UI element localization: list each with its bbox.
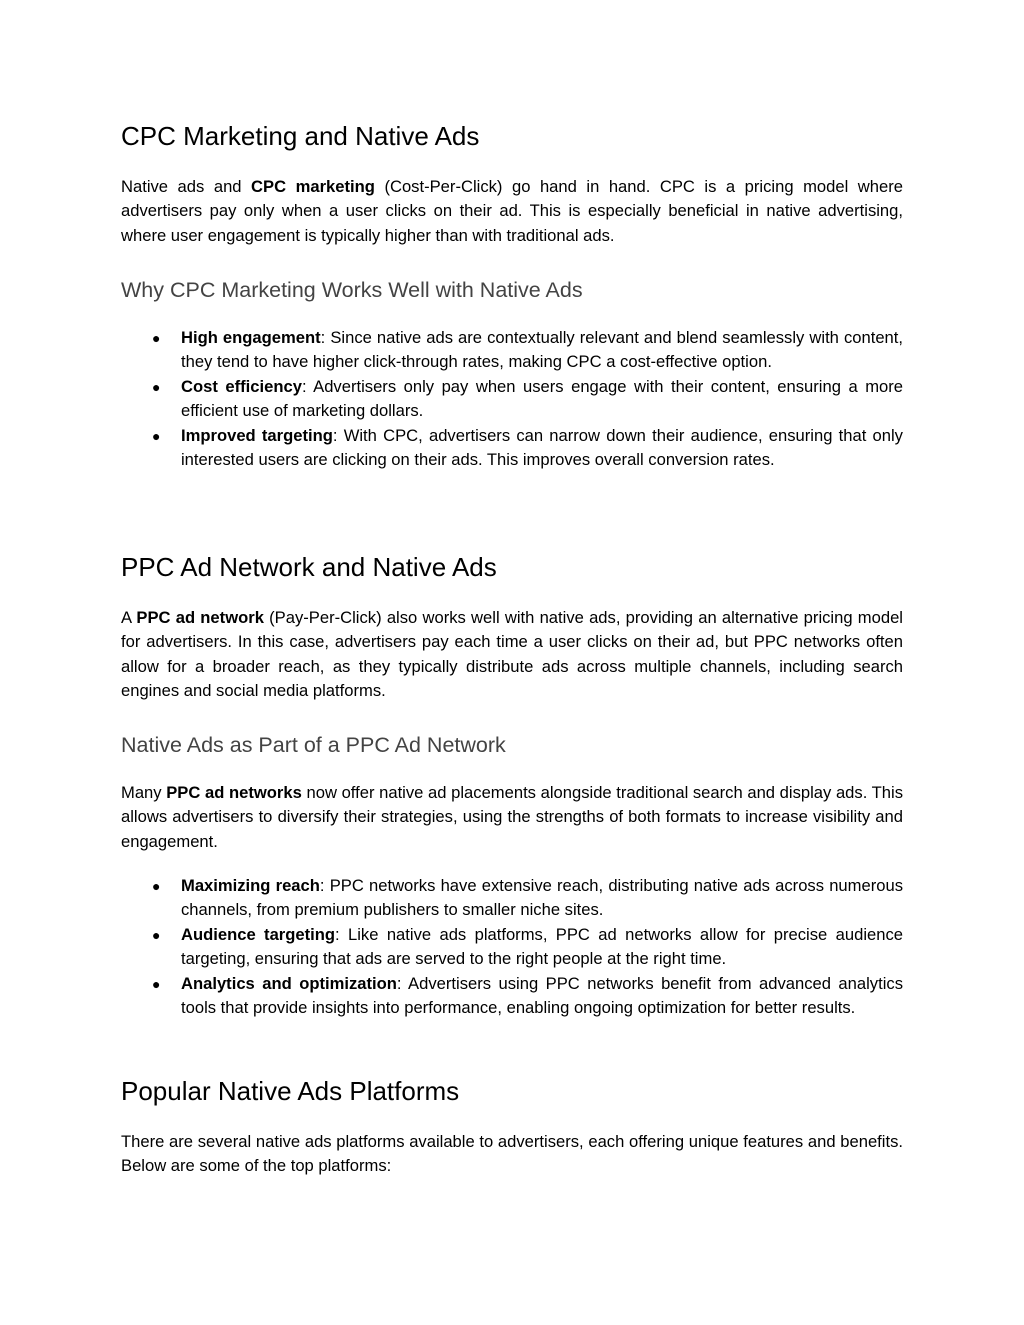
paragraph-text: Many <box>121 783 167 802</box>
section-heading: Popular Native Ads Platforms <box>121 1076 460 1106</box>
list-item-text: : Advertisers only pay when users engage with their content, ensuring a more efficient use of marketing dollars. <box>181 376 903 421</box>
section-intro-paragraph <box>121 175 903 248</box>
bold-term: PPC ad network <box>136 608 264 627</box>
bullet-list <box>121 326 903 472</box>
bullet-icon: ● <box>152 427 161 444</box>
list-item <box>121 972 903 1021</box>
bullet-icon: ● <box>152 330 161 346</box>
bold-term: Audience targeting <box>181 924 336 944</box>
section-intro-paragraph <box>121 606 903 704</box>
paragraph-text: A <box>121 608 137 627</box>
list-item-text: : Since native ads are contextually relevant and blend seamlessly with content, they tend to have higher click-through rates, making CPC a cost-effective option. <box>181 328 904 372</box>
section-heading: PPC Ad Network and Native Ads <box>121 552 497 582</box>
paragraph-text: Native ads and <box>121 177 252 196</box>
bullet-icon: ● <box>152 975 161 992</box>
list-item-text: : PPC networks have extensive reach, distributing native ads across numerous channels, from premium publishers to smaller niche sites. <box>181 876 903 920</box>
bullet-icon: ● <box>152 378 161 395</box>
bullet-icon: ● <box>152 926 161 943</box>
subsection-paragraph <box>121 781 903 854</box>
list-item <box>121 326 903 375</box>
bold-term: Analytics and optimization <box>181 973 397 993</box>
bullet-list <box>121 874 903 1020</box>
bullet-icon: ● <box>152 878 161 894</box>
bold-term: Maximizing reach <box>181 876 320 895</box>
paragraph-text: (Cost-Per-Click) go hand in hand. CPC is a pricing model where advertisers pay only when a user clicks on their ad. This is especially beneficial in native advertising, where user engagement is typically higher than with traditional ads. <box>121 177 903 245</box>
bold-term: High engagement <box>181 328 321 347</box>
section-intro-paragraph: There are several native ads platforms available to advertisers, each offering unique features and benefits. Below are some of the top platforms: <box>121 1132 903 1176</box>
section-subheading: Why CPC Marketing Works Well with Native Ads <box>121 278 583 302</box>
bold-term: Cost efficiency <box>181 376 302 396</box>
bold-term: CPC marketing <box>251 177 375 196</box>
list-item <box>121 375 903 424</box>
list-item-text: : Advertisers using PPC networks benefit from advanced analytics tools that provide insights into performance, enabling ongoing optimization for better results. <box>181 973 903 1018</box>
bold-term: PPC ad networks <box>166 783 302 802</box>
list-item-text: : Like native ads platforms, PPC ad networks allow for precise audience targeting, ensuring that ads are served to the right people at the right time. <box>181 924 903 969</box>
list-item-text: : With CPC, advertisers can narrow down their audience, ensuring that only interested users are clicking on their ads. This improves overall conversion rates. <box>181 425 903 470</box>
list-item <box>121 874 903 923</box>
bold-term: Improved targeting <box>181 425 333 445</box>
section-subheading: Native Ads as Part of a PPC Ad Network <box>121 733 506 757</box>
section-heading: CPC Marketing and Native Ads <box>121 121 480 151</box>
paragraph-text: (Pay-Per-Click) also works well with native ads, providing an alternative pricing model for advertisers. In this case, advertisers pay each time a user clicks on their ad, but PPC networks often allow for a broader reach, as they typically distribute ads across multiple channels, including search engines and social media platforms. <box>121 608 903 701</box>
list-item <box>121 424 903 473</box>
paragraph-text: now offer native ad placements alongside traditional search and display ads. This allows advertisers to diversify their strategies, using the strengths of both formats to increase visibility and engagement. <box>121 783 904 851</box>
list-item <box>121 923 903 972</box>
